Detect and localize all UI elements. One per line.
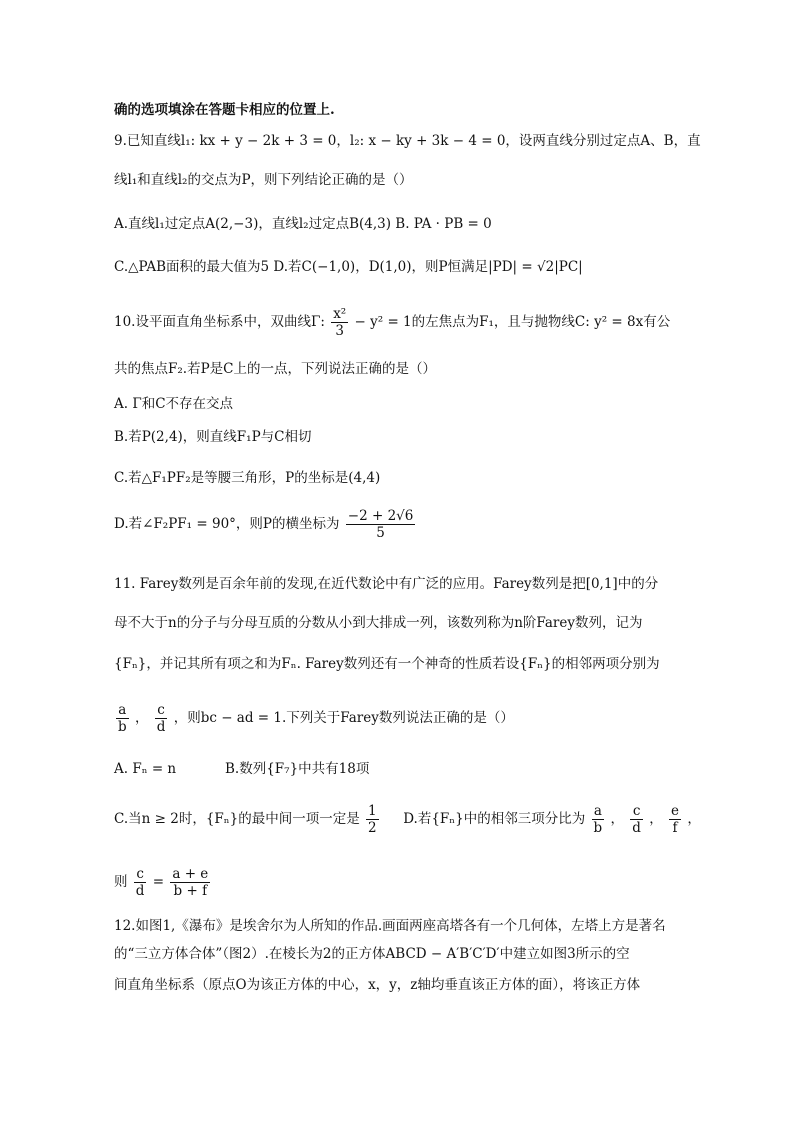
- equals: =: [152, 874, 165, 890]
- q10-option-a: A. Γ和C不存在交点: [114, 396, 234, 412]
- q11-option-a: A. Fₙ = n: [114, 761, 177, 777]
- q10-lead: 10.设平面直角坐标系中，双曲线Γ:: [114, 314, 325, 330]
- q10-d-denominator: 5: [376, 525, 385, 541]
- q11-option-b: B.数列{F₇}中共有18项: [225, 761, 370, 777]
- frac-denominator: b + f: [173, 883, 208, 899]
- q9-option-a-b: A.直线l₁过定点A(2,−3)，直线l₂过定点B(4,3) B. PA · PB = 0: [114, 216, 492, 232]
- separator: ，: [134, 710, 149, 726]
- q10-stem-line2: 共的焦点F₂.若P是C上的一点，下列说法正确的是（）: [114, 361, 436, 377]
- q10-option-b: B.若P(2,4)，则直线F₁P与C相切: [114, 429, 312, 445]
- q11-stem-line2: 母不大于n的分子与分母互质的分数从小到大排成一列，该数列称为n阶Farey数列，记为: [114, 615, 643, 631]
- q10-stem-line1: [114, 306, 670, 339]
- frac-denominator: 2: [368, 820, 377, 836]
- q11-option-d-lead: D.若{Fₙ}中的相邻三项分比为: [403, 811, 586, 827]
- q9-option-c-d: C.△PAB面积的最大值为5 D.若C(−1,0)，D(1,0)，则P恒满足|PD| = √2|PC|: [114, 259, 583, 275]
- q9-stem-line1: 9.已知直线l₁: kx + y − 2k + 3 = 0，l₂: x − ky + 3k − 4 = 0，设两直线分别过定点A、B，直: [114, 133, 701, 149]
- q11-option-c-fraction: [366, 803, 379, 836]
- q12-stem-line3: 间直角坐标系（原点O为该正方体的中心，x，y，z轴均垂直该正方体的面），将该正方体: [114, 977, 641, 993]
- q11-option-d-conclusion: [114, 866, 212, 899]
- frac-denominator: b: [118, 719, 127, 735]
- q10-rest: − y² = 1的左焦点为F₁，且与抛物线C: y² = 8x有公: [354, 314, 671, 330]
- q11-line4-rest: ，则bc − ad = 1.下列关于Farey数列说法正确的是（）: [173, 710, 514, 726]
- q11-frac-e-f: [669, 803, 681, 836]
- q10-option-d-fraction: [346, 508, 416, 541]
- separator: ，: [649, 811, 663, 827]
- q10-hyperbola-fraction: [331, 306, 348, 339]
- conclusion-frac-ae-bf: [170, 866, 210, 899]
- q10-frac-denominator: 3: [335, 323, 344, 339]
- frac-denominator: d: [135, 883, 145, 899]
- q12-stem-line2: 的“三立方体合体”（图2）.在棱长为2的正方体ABCD − A′B′C′D′中建立如图3所示的空: [114, 946, 630, 962]
- section-instruction: 确的选项填涂在答题卡相应的位置上.: [114, 102, 335, 118]
- q11-stem-line3: {Fₙ}，并记其所有项之和为Fₙ. Farey数列还有一个神奇的性质若设{Fₙ}的相邻两项分别为: [114, 656, 660, 672]
- q10-option-d: [114, 508, 417, 541]
- q9-stem-line2: 线l₁和直线l₂的交点为P，则下列结论正确的是（）: [114, 172, 413, 188]
- q10-d-numerator: −2 + 2√6: [347, 508, 414, 524]
- separator: ，: [687, 811, 701, 827]
- separator: ，: [610, 811, 624, 827]
- q12-stem-line1: 12.如图1,《瀑布》是埃舍尔为人所知的作品.画面两座高塔各有一个几何体，左塔上方是著名: [114, 918, 666, 934]
- frac-numerator: c: [134, 866, 147, 883]
- frac-denominator: d: [156, 719, 166, 735]
- frac-numerator: c: [155, 702, 168, 719]
- conclusion-frac-c-d: [134, 866, 147, 899]
- conclusion-lead: 则: [114, 874, 128, 890]
- q11-option-c-d: [114, 803, 701, 836]
- frac-denominator: b: [593, 820, 603, 836]
- q11-stem-line4: [114, 702, 514, 735]
- q10-frac-numerator: x²: [333, 306, 347, 322]
- q11-frac-a-b: [116, 702, 129, 735]
- frac-numerator: a: [592, 803, 605, 820]
- q11-frac-c-d: [155, 702, 168, 735]
- frac-numerator: a + e: [172, 866, 209, 882]
- frac-denominator: f: [672, 820, 678, 836]
- q10-option-d-lead: D.若∠F₂PF₁ = 90°，则P的横坐标为: [114, 516, 340, 532]
- frac-numerator: c: [630, 803, 643, 820]
- frac-numerator: a: [116, 702, 129, 719]
- q11-frac-a-b: [592, 803, 605, 836]
- q11-stem-line1: 11. Farey数列是百余年前的发现,在近代数论中有广泛的应用。Farey数列是把[0,1]中的分: [114, 576, 659, 592]
- q11-frac-c-d: [630, 803, 643, 836]
- frac-denominator: d: [632, 820, 641, 836]
- frac-numerator: e: [671, 803, 680, 819]
- q11-option-c-lead: C.当n ≥ 2时，{Fₙ}的最中间一项一定是: [114, 811, 360, 827]
- q10-option-c: C.若△F₁PF₂是等腰三角形，P的坐标是(4,4): [114, 470, 381, 486]
- frac-numerator: 1: [368, 803, 377, 819]
